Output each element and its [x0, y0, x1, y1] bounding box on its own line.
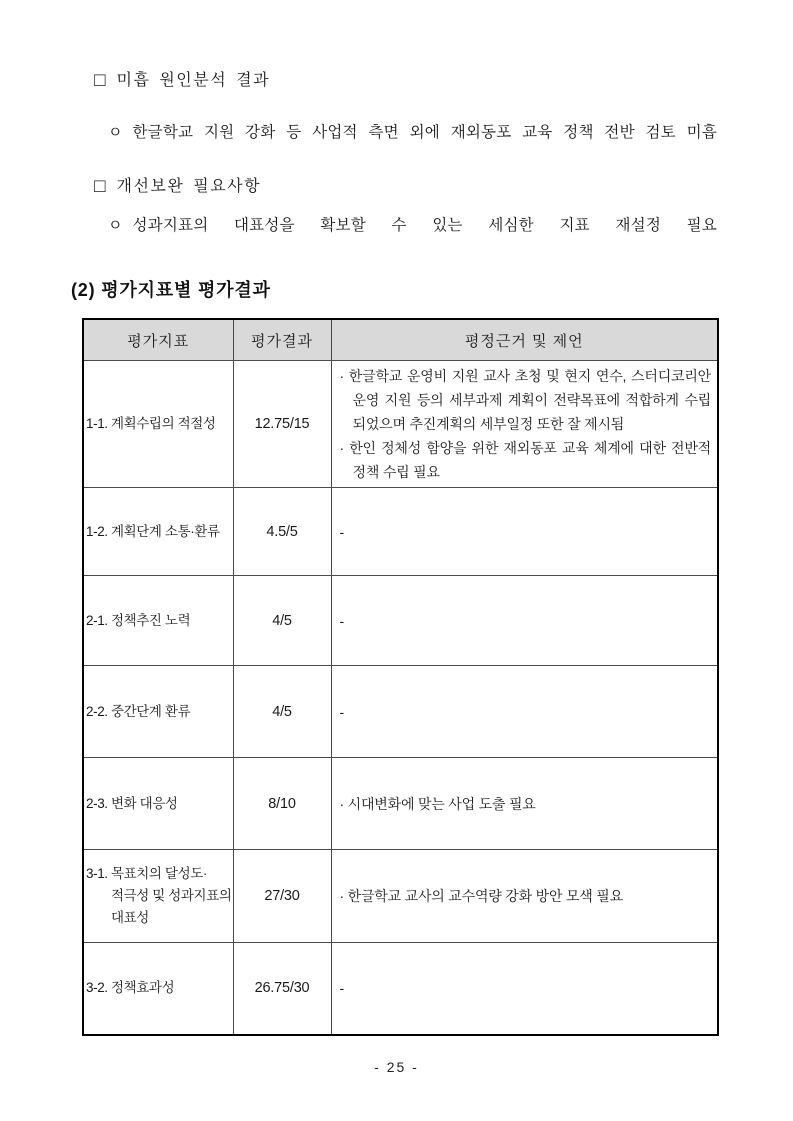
table-row — [83, 361, 718, 488]
indicator-cell: 1-1. 계획수립의 적절성 — [83, 361, 233, 488]
remarks-cell — [331, 488, 718, 576]
indicator-cell: 2-2. 중간단계 환류 — [83, 666, 233, 758]
remarks-cell — [331, 666, 718, 758]
square-bullet-icon: □ — [94, 70, 106, 91]
remarks-cell — [331, 576, 718, 666]
section-heading: (2) 평가지표별 평가결과 — [71, 280, 271, 300]
indicator-cell: 1-2. 계획단계 소통·환류 — [83, 488, 233, 576]
square-bullet-icon: □ — [94, 176, 106, 197]
column-header-result: 평가결과 — [233, 319, 331, 361]
remarks-cell — [331, 850, 718, 943]
checkbox-item-insufficiency — [94, 70, 270, 92]
circle-item-improvement-need — [108, 214, 717, 237]
table-body — [83, 361, 718, 1035]
remark-line: · 한글학교 운영비 지원 교사 초청 및 현지 연수, 스터디코리안 운영 지원 등의 세부과제 계획이 전략목표에 적합하게 수립되었으며 추진계획의 세부일정 또한 잘 제시됨 — [339, 368, 711, 432]
column-header-indicator: 평가지표 — [83, 319, 233, 361]
result-cell: 8/10 — [233, 758, 331, 850]
table-row — [83, 488, 718, 576]
table-row — [83, 850, 718, 943]
remark-dash: - — [339, 703, 345, 720]
indicator-cell: 3-1. 목표치의 달성도·적극성 및 성과지표의 대표성 — [83, 850, 233, 943]
remarks-cell — [331, 361, 718, 488]
circle-bullet-icon: ㅇ — [108, 124, 123, 141]
remark-dash: - — [339, 980, 345, 997]
result-cell: 26.75/30 — [233, 943, 331, 1035]
result-cell: 12.75/15 — [233, 361, 331, 488]
circle-item-label: 한글학교 지원 강화 등 사업적 측면 외에 재외동포 교육 정책 전반 검토 미흡 — [132, 124, 717, 141]
table-row — [83, 758, 718, 850]
table-row — [83, 666, 718, 758]
evaluation-table — [82, 318, 719, 1036]
table-header-row — [83, 319, 718, 361]
checkbox-item-improvement — [94, 176, 261, 198]
table-row — [83, 943, 718, 1035]
remark-line: · 한인 정체성 함양을 위한 재외동포 교육 체계에 대한 전반적 정책 수립 필요 — [339, 440, 711, 480]
indicator-cell: 2-3. 변화 대응성 — [83, 758, 233, 850]
result-cell: 4/5 — [233, 576, 331, 666]
remark-dash: - — [339, 523, 345, 540]
remarks-cell — [331, 943, 718, 1035]
remarks-cell — [331, 758, 718, 850]
result-cell: 4/5 — [233, 666, 331, 758]
result-cell: 27/30 — [233, 850, 331, 943]
checkbox-item-label: 미흡 원인분석 결과 — [116, 72, 271, 89]
indicator-cell: 2-1. 정책추진 노력 — [83, 576, 233, 666]
circle-bullet-icon: ㅇ — [108, 217, 123, 234]
column-header-remarks: 평정근거 및 제언 — [331, 319, 718, 361]
circle-item-cause-analysis — [108, 121, 717, 144]
remark-line: · 시대변화에 맞는 사업 도출 필요 — [339, 795, 536, 812]
circle-item-label: 성과지표의 대표성을 확보할 수 있는 세심한 지표 재설정 필요 — [132, 217, 717, 234]
table-row — [83, 576, 718, 666]
remark-dash: - — [339, 612, 345, 629]
indicator-cell: 3-2. 정책효과성 — [83, 943, 233, 1035]
result-cell: 4.5/5 — [233, 488, 331, 576]
checkbox-item-label: 개선보완 필요사항 — [116, 178, 262, 195]
remark-line: · 한글학교 교사의 교수역량 강화 방안 모색 필요 — [339, 888, 623, 904]
page-number: - 25 - — [374, 1059, 419, 1075]
